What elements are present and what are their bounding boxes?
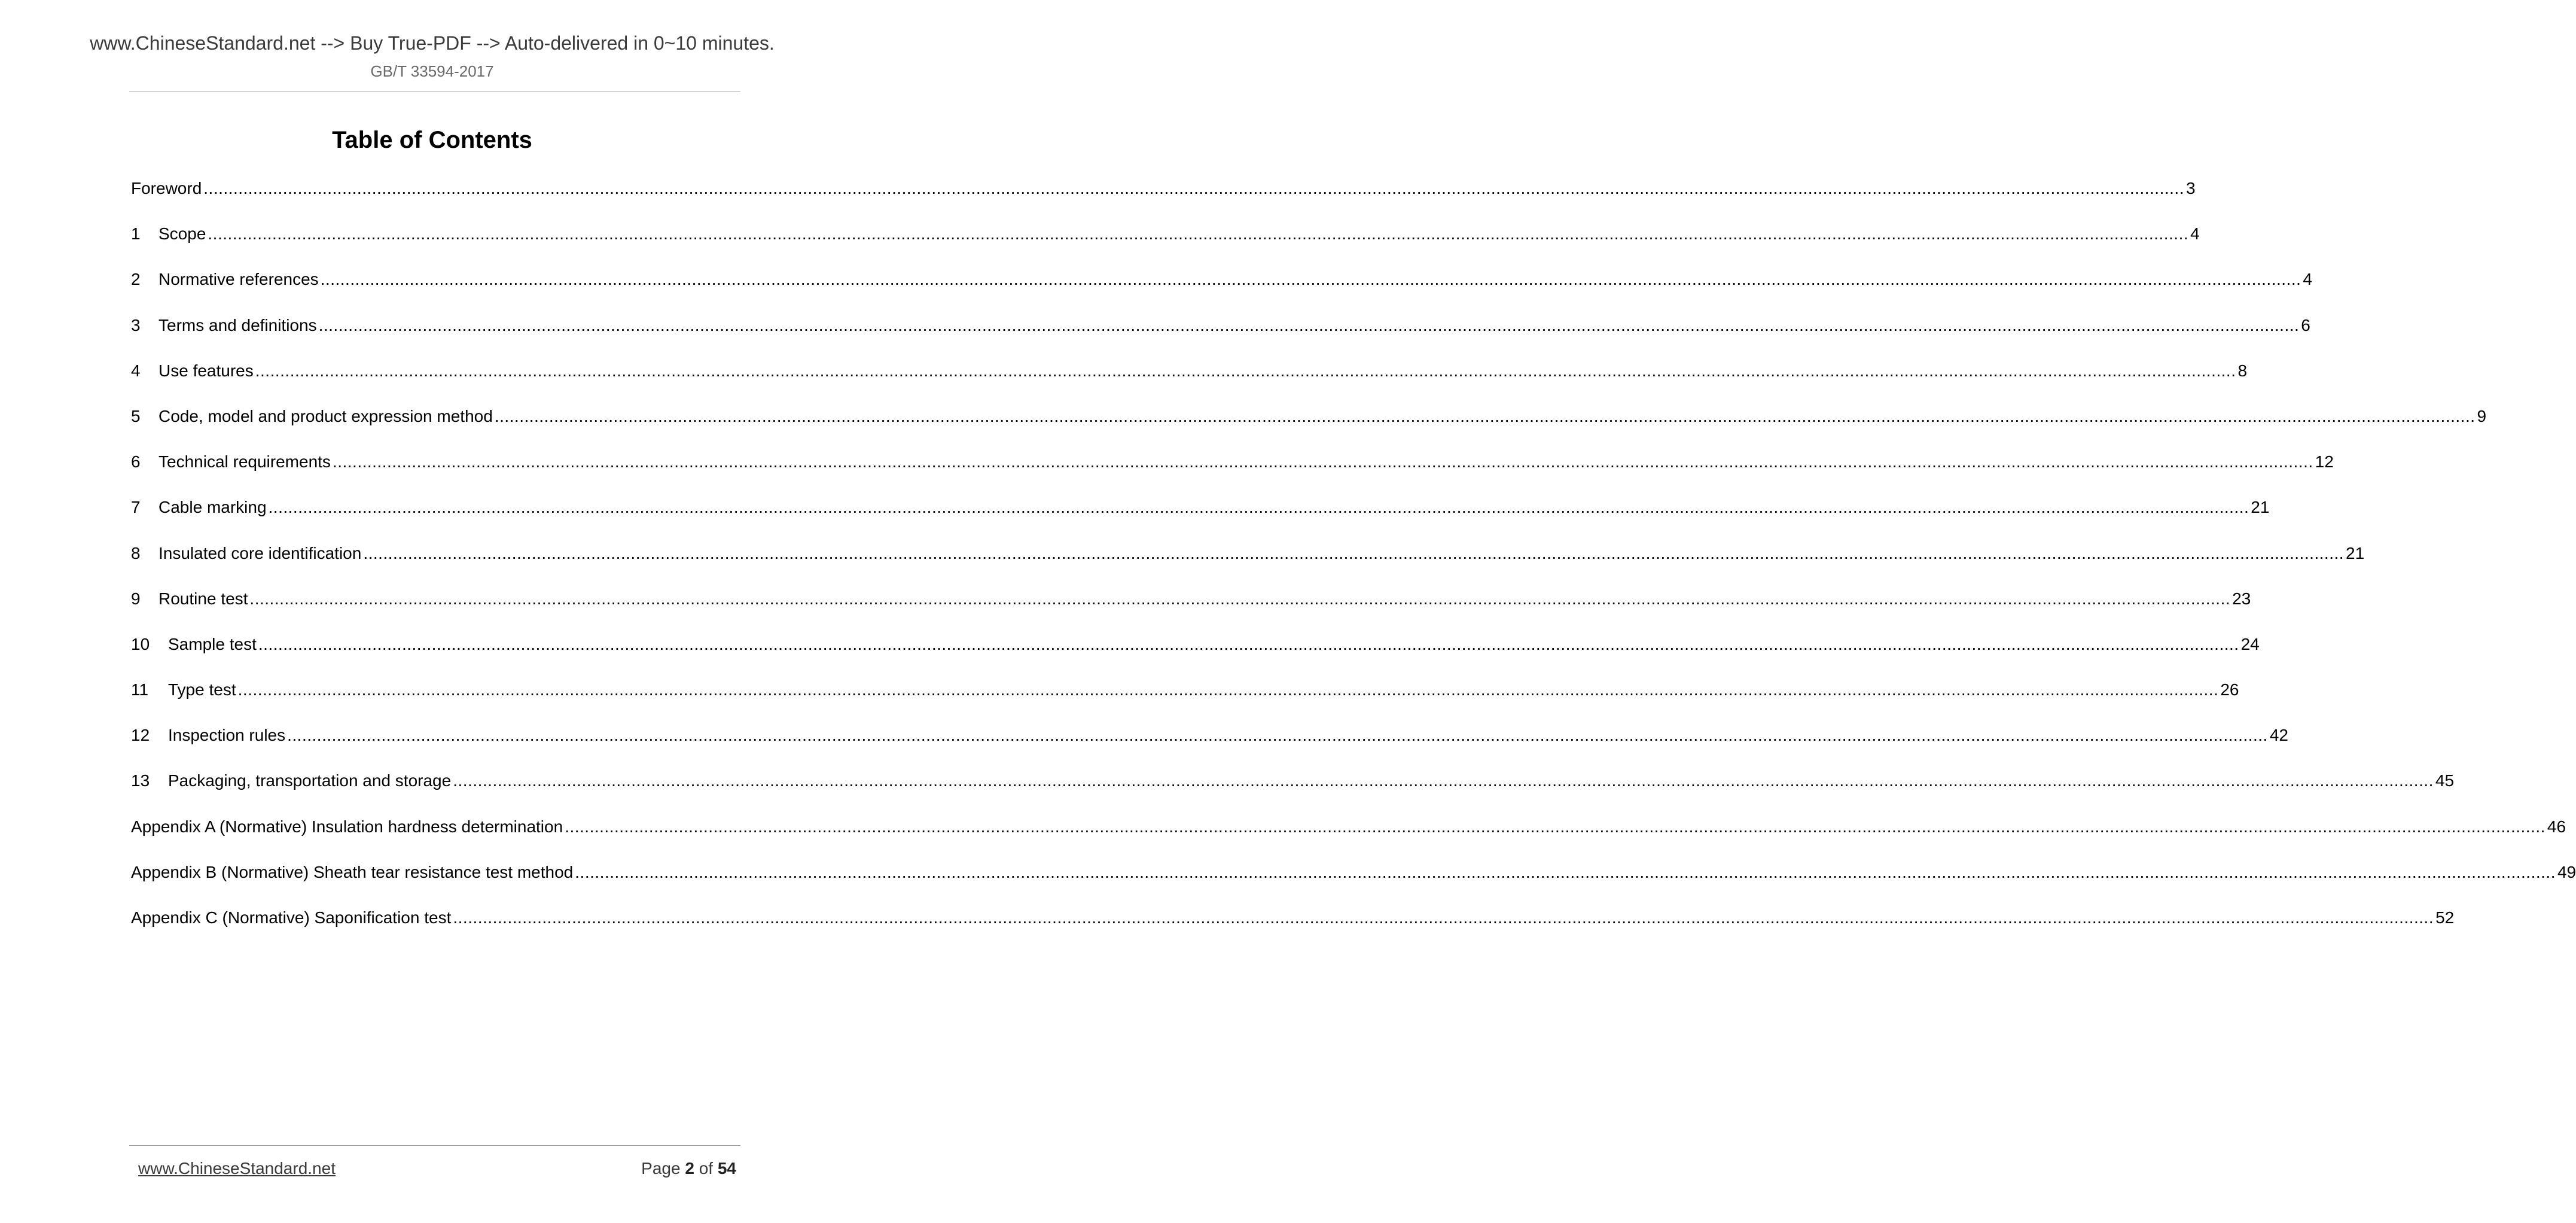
toc-entry-number: 4 xyxy=(131,361,141,380)
toc-dot-leader: ................................................................................................................................................................................................................................................................................................................................................................................................................ xyxy=(453,908,2434,927)
toc-entry-label: Routine test xyxy=(158,589,248,608)
toc-entry-page: 8 xyxy=(2237,361,2248,380)
page-total: 54 xyxy=(717,1159,736,1178)
toc-entry-page: 24 xyxy=(2240,634,2260,653)
toc-entry-number: 10 xyxy=(131,634,150,653)
toc-entry-label: Type test xyxy=(168,680,236,699)
toc-entry-label: Appendix A (Normative) Insulation hardness determination xyxy=(131,817,563,836)
toc-dot-leader: ................................................................................................................................................................................................................................................................................................................................................................................................................ xyxy=(203,179,2184,197)
toc-entry-page: 4 xyxy=(2303,270,2312,289)
toc-entry-label: Appendix B (Normative) Sheath tear resistance test method xyxy=(131,862,574,881)
toc-entry-number: 7 xyxy=(131,498,141,517)
toc-entry[interactable] xyxy=(131,543,2365,588)
toc-dot-leader: ................................................................................................................................................................................................................................................................................................................................................................................................................ xyxy=(332,452,2313,471)
toc-dot-leader: ................................................................................................................................................................................................................................................................................................................................................................................................................ xyxy=(249,589,2231,608)
toc-entry-label: Cable marking xyxy=(158,498,267,517)
toc-entry[interactable] xyxy=(131,269,2312,314)
toc-entry-page: 4 xyxy=(2190,224,2200,244)
toc-entry-page: 6 xyxy=(2301,315,2310,334)
toc-dot-leader: ................................................................................................................................................................................................................................................................................................................................................................................................................ xyxy=(320,270,2301,289)
toc-entry[interactable] xyxy=(131,178,2196,223)
toc-entry[interactable] xyxy=(131,315,2310,360)
toc-dot-leader: ................................................................................................................................................................................................................................................................................................................................................................................................................ xyxy=(237,680,2219,699)
toc-dot-leader: ................................................................................................................................................................................................................................................................................................................................................................................................................ xyxy=(268,498,2249,517)
toc-entry-label: Technical requirements xyxy=(158,452,331,471)
toc-dot-leader: ................................................................................................................................................................................................................................................................................................................................................................................................................ xyxy=(318,315,2300,334)
toc-dot-leader: ................................................................................................................................................................................................................................................................................................................................................................................................................ xyxy=(287,726,2268,745)
toc-entry-page: 23 xyxy=(2232,589,2251,608)
table-of-contents xyxy=(131,178,2576,953)
toc-entry[interactable] xyxy=(131,862,2576,907)
toc-entry-page: 45 xyxy=(2435,771,2455,790)
toc-entry[interactable] xyxy=(131,497,2270,542)
toc-entry-page: 52 xyxy=(2435,908,2455,927)
toc-entry-label: Terms and definitions xyxy=(158,315,317,334)
toc-entry[interactable] xyxy=(131,816,2566,862)
toc-dot-leader: ................................................................................................................................................................................................................................................................................................................................................................................................................ xyxy=(575,862,2556,881)
toc-entry-label: Insulated core identification xyxy=(158,543,362,562)
footer-website-link[interactable]: www.ChineseStandard.net xyxy=(138,1159,336,1178)
toc-entry[interactable] xyxy=(131,588,2251,634)
toc-dot-leader: ................................................................................................................................................................................................................................................................................................................................................................................................................ xyxy=(453,771,2434,790)
toc-entry[interactable] xyxy=(131,907,2455,953)
header-banner: www.ChineseStandard.net --> Buy True-PDF --> Auto-delivered in 0~10 minutes. xyxy=(90,32,775,54)
toc-entry[interactable] xyxy=(131,679,2239,725)
toc-entry-label: Code, model and product expression method xyxy=(158,406,493,425)
toc-entry-number: 2 xyxy=(131,270,141,289)
page-counter-prefix: Page xyxy=(641,1159,685,1178)
toc-dot-leader: ................................................................................................................................................................................................................................................................................................................................................................................................................ xyxy=(565,817,2545,836)
toc-entry-page: 9 xyxy=(2477,406,2487,425)
toc-entry-number: 1 xyxy=(131,224,141,244)
toc-entry-page: 12 xyxy=(2315,452,2334,471)
toc-dot-leader: ................................................................................................................................................................................................................................................................................................................................................................................................................ xyxy=(363,543,2345,562)
toc-entry-page: 46 xyxy=(2547,817,2566,836)
toc-entry-number: 12 xyxy=(131,726,150,745)
toc-entry-label: Normative references xyxy=(158,270,319,289)
toc-entry-number: 6 xyxy=(131,452,141,471)
toc-entry-label: Scope xyxy=(158,224,206,244)
toc-entry-number: 3 xyxy=(131,315,141,334)
toc-entry-number: 11 xyxy=(131,680,149,699)
toc-entry-page: 3 xyxy=(2185,179,2196,197)
toc-entry[interactable] xyxy=(131,770,2455,816)
page-counter xyxy=(641,1160,736,1177)
page-title: Table of Contents xyxy=(332,127,532,153)
toc-entry[interactable] xyxy=(131,725,2288,770)
page-counter-separator: of xyxy=(694,1159,718,1178)
toc-entry-label: Foreword xyxy=(131,179,202,197)
toc-entry[interactable] xyxy=(131,406,2487,451)
footer-divider xyxy=(129,1145,740,1146)
toc-dot-leader: ................................................................................................................................................................................................................................................................................................................................................................................................................ xyxy=(255,361,2236,380)
toc-entry[interactable] xyxy=(131,223,2200,269)
toc-entry-page: 49 xyxy=(2557,862,2576,881)
toc-entry-label: Use features xyxy=(158,361,254,380)
toc-dot-leader: ................................................................................................................................................................................................................................................................................................................................................................................................................ xyxy=(208,224,2189,244)
document-id: GB/T 33594-2017 xyxy=(370,62,494,80)
toc-entry-page: 42 xyxy=(2269,726,2288,745)
toc-entry-label: Inspection rules xyxy=(168,726,286,745)
toc-entry-number: 13 xyxy=(131,771,150,790)
toc-entry[interactable] xyxy=(131,451,2334,497)
toc-entry[interactable] xyxy=(131,634,2260,679)
toc-entry-label: Sample test xyxy=(168,634,257,653)
page-current: 2 xyxy=(685,1159,694,1178)
toc-entry-number: 8 xyxy=(131,543,141,562)
toc-entry-number: 5 xyxy=(131,406,141,425)
toc-entry[interactable] xyxy=(131,360,2248,406)
toc-dot-leader: ................................................................................................................................................................................................................................................................................................................................................................................................................ xyxy=(494,406,2476,425)
toc-entry-number: 9 xyxy=(131,589,141,608)
toc-entry-page: 21 xyxy=(2346,543,2365,562)
toc-entry-page: 21 xyxy=(2251,498,2270,517)
toc-entry-page: 26 xyxy=(2220,680,2239,699)
toc-dot-leader: ................................................................................................................................................................................................................................................................................................................................................................................................................ xyxy=(258,634,2239,653)
toc-entry-label: Packaging, transportation and storage xyxy=(168,771,452,790)
toc-entry-label: Appendix C (Normative) Saponification test xyxy=(131,908,452,927)
